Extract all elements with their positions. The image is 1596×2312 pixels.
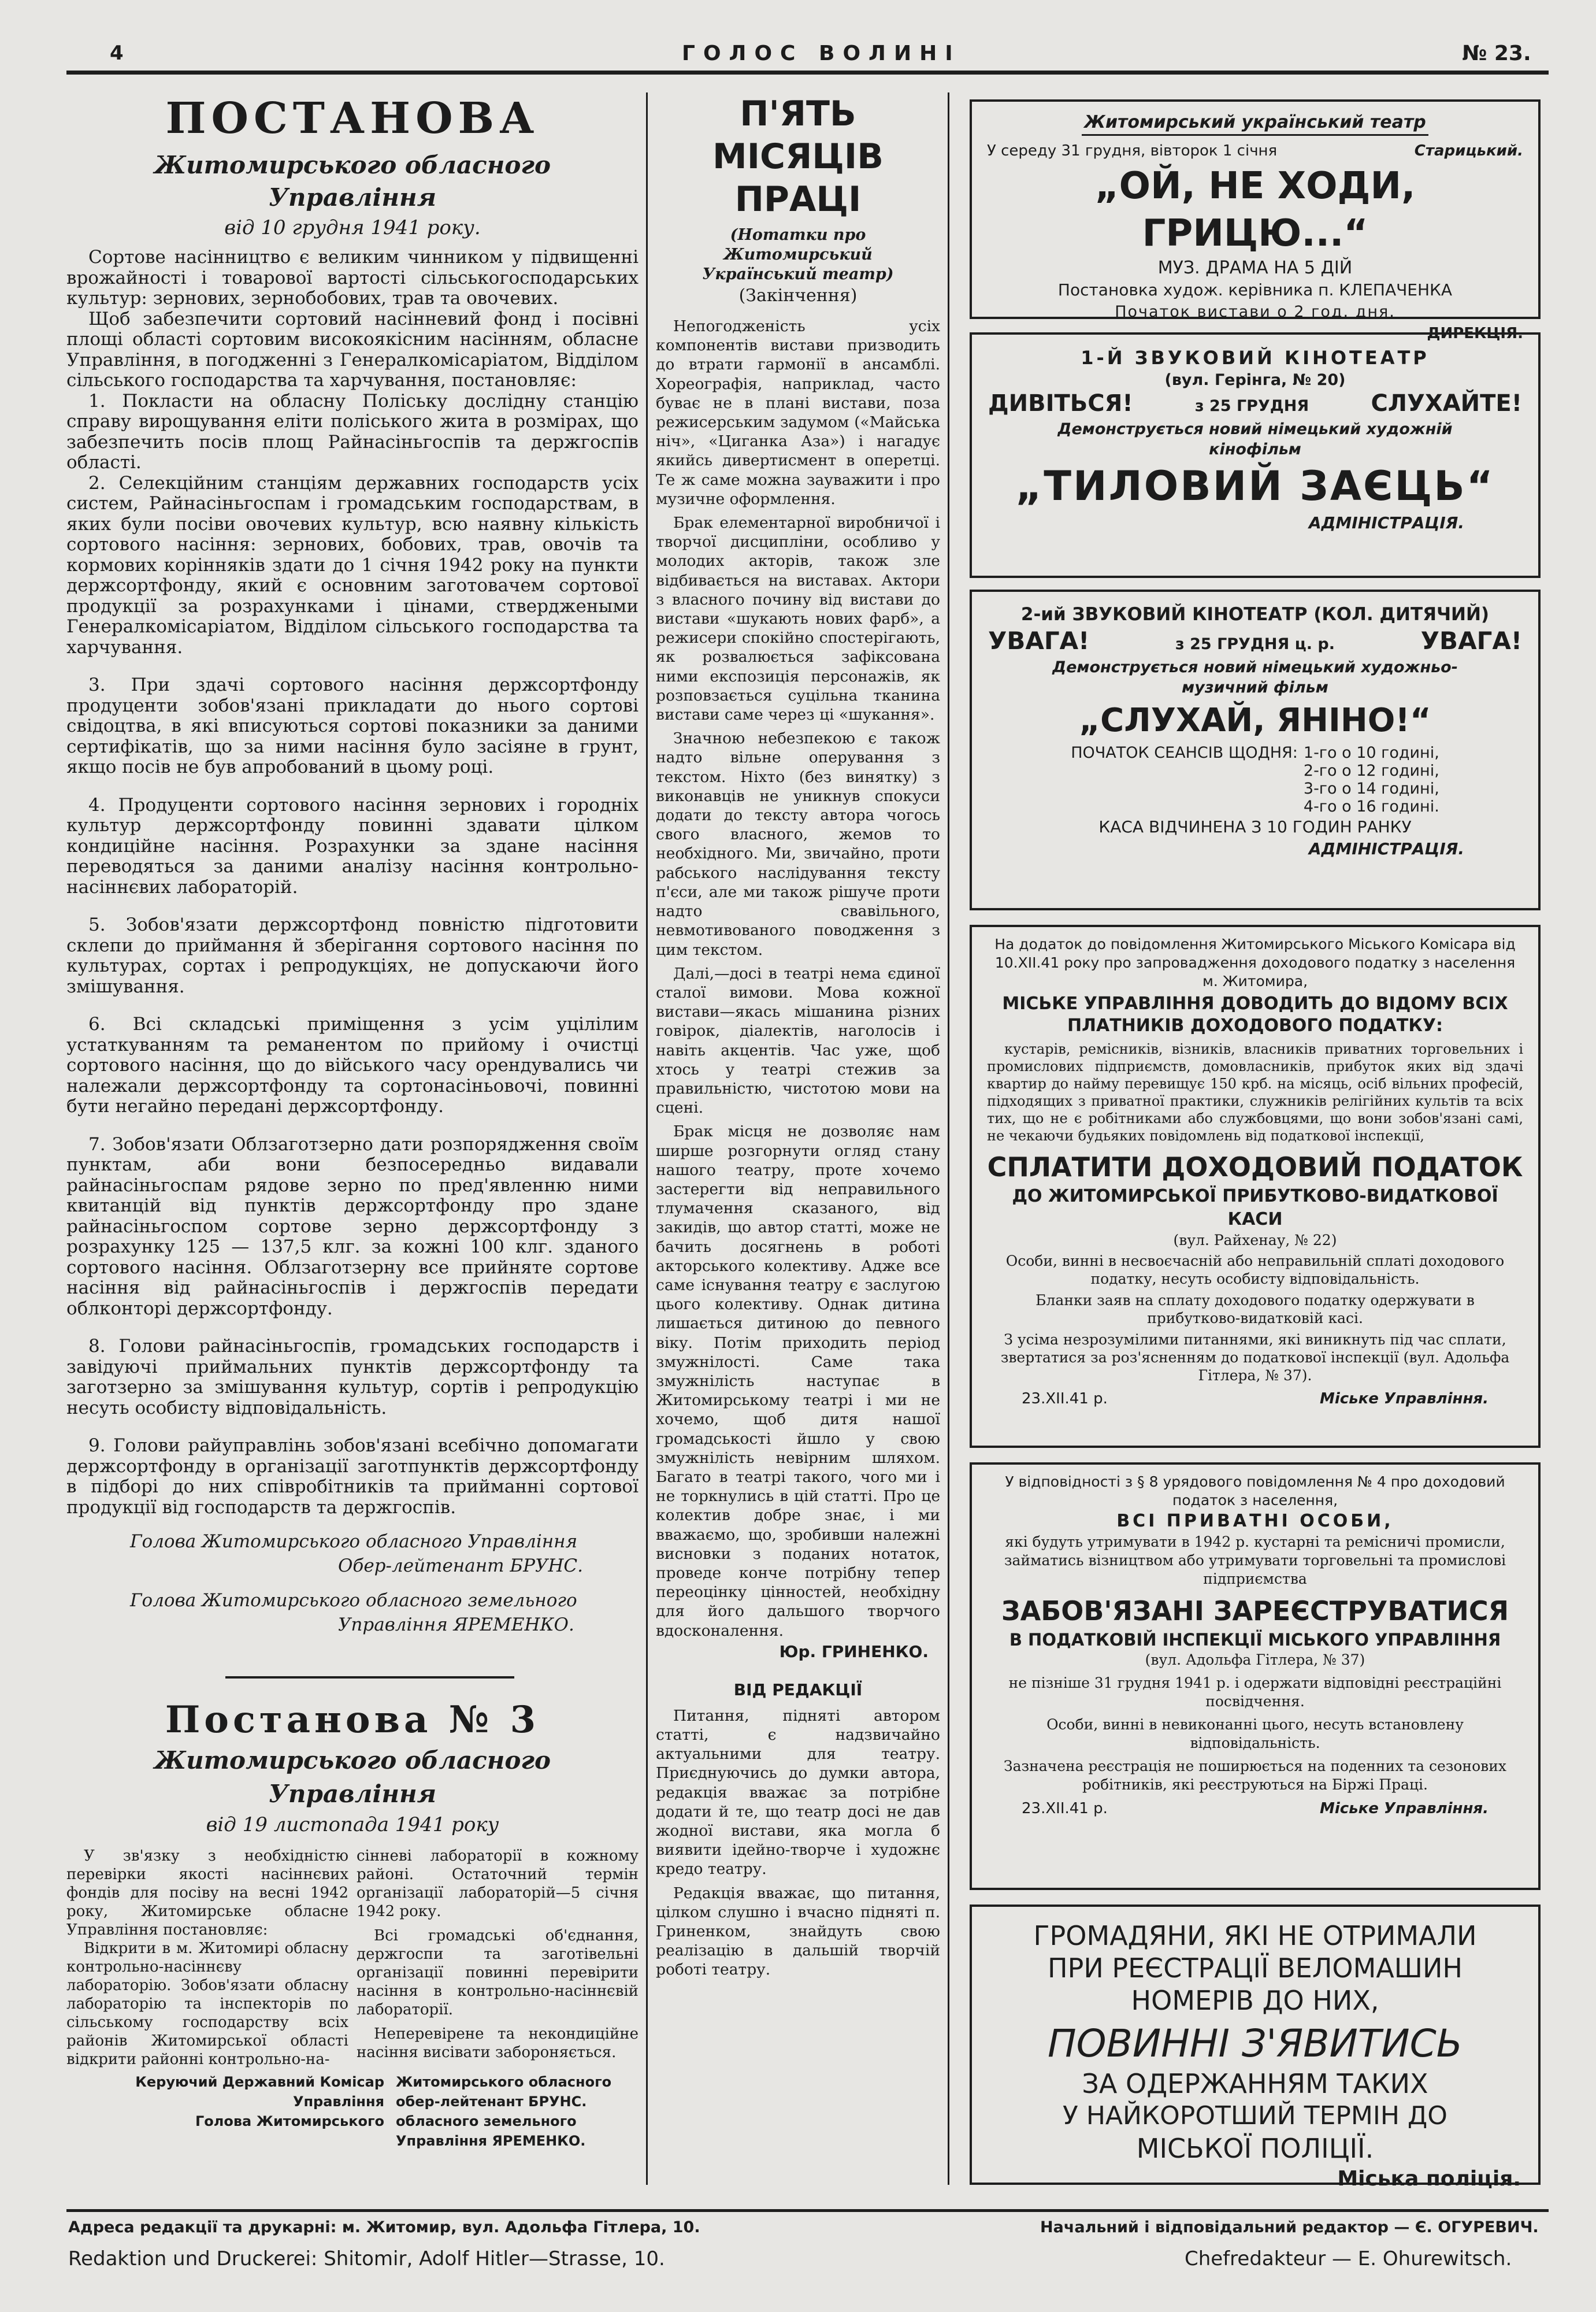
decree-1-paragraph: Сортове насінництво є великим чинником у підвищенні врожайності і товарової вартості сільськогосподарських культур: зернових, зернобобових, трав та овочевих. bbox=[66, 247, 639, 309]
ad-theatre-genre: МУЗ. ДРАМА НА 5 ДІЙ bbox=[1157, 258, 1353, 278]
ad-cinema-2-sessions-label: ПОЧАТОК СЕАНСІВ ЩОДНЯ: bbox=[1071, 744, 1298, 762]
decree-3-right-column bbox=[357, 1847, 639, 2069]
ad-tax-1-address: (вул. Райхенау, № 22) bbox=[1173, 1232, 1337, 1248]
ad-tax-2-intro: У відповідності з § 8 урядового повідомлення № 4 про доходовий податок з населення, bbox=[1005, 1473, 1505, 1509]
footer-address-german: Redaktion und Druckerei: Shitomir, Adolf Hitler—Strasse, 10. bbox=[68, 2247, 665, 2270]
ad-tax-1-note-3: З усіма незрозумілими питаннями, які виникнуть під час сплати, звертатися за роз'ясненням до податкової інспекції (вул. Адольфа Гітлера, № 37). bbox=[1000, 1331, 1510, 1384]
article-title bbox=[656, 92, 940, 221]
ad-cinema-2 bbox=[970, 590, 1541, 910]
ad-police-headline: ПОВИННІ З'ЯВИТИСЬ bbox=[1048, 2021, 1463, 2066]
article-subtitle bbox=[656, 225, 940, 284]
editorial-body bbox=[656, 1706, 940, 1980]
decree-3-signature: обер-лейтенант БРУНС. bbox=[396, 2094, 587, 2110]
page-number: 4 bbox=[110, 42, 124, 65]
footer-editor-ukrainian: Начальний і відповідальний редактор — Є. ОГУРЕВИЧ. bbox=[1040, 2218, 1539, 2236]
ad-cinema-1-left-call: ДИВІТЬСЯ! bbox=[988, 390, 1133, 417]
decree-3-signature: обласного земельного bbox=[396, 2113, 577, 2129]
decree-3-paragraph: Неперевірене та некондиційне насіння висівати забороняється. bbox=[357, 2025, 639, 2061]
ad-tax-1-note-1: Особи, винні в несвоєчасній або неправильній сплаті доходового податку, несуть особисту відповідальність. bbox=[1005, 1253, 1505, 1287]
ad-cinema-1-line-2: кінофільм bbox=[1209, 440, 1301, 458]
decree-1-subtitle: Житомирського обласного Управління bbox=[154, 151, 551, 212]
article-paragraph: Значною небезпекою є також надто вільне оперування з текстом. Ніхто (без винятку) з виконавців не уникнув спокуси додати до тексту автора чогось свого власного, жемов то необхідного. Ми, звичайно, проти рабського наслідування тексту п'єси, але ми також рішуче проти надто свавільного, невмотивованого поводження з цим текстом. bbox=[656, 729, 940, 959]
article-paragraph: Далі,—досі в театрі нема єдиної сталої вимови. Мова кожної вистави—якась мішанина різних говірок, діалектів, наголосів і навіть акцентів. Час уже, щоб хтось у театрі стежив за правильністю, чистотою мови на сцені. bbox=[656, 964, 940, 1117]
ad-cinema-1-name: 1-Й ЗВУКОВИЙ КІНОТЕАТР bbox=[1081, 347, 1430, 369]
ad-cinema-2-line-1: Демонструється новий німецький художньо- bbox=[1052, 658, 1458, 676]
ad-tax-1-intro: На додаток до повідомлення Житомирського Міського Комісара від 10.XII.41 року про запровадження доходового податку з населення м. Житомира, bbox=[994, 936, 1516, 990]
decree-3 bbox=[66, 1696, 639, 2194]
article-paragraph: Брак елементарної виробничої і творчої дисципліни, особливо у молодих акторів, також зле відбивається на виставах. Актори з власного почину від вистави до вистави «шукають нових фарб», а режисери спокійно спостерігають, як розвалюється зафіксована ними експозиція персонажів, як розповзається суцільна тканина вистави саме через ці «шукання». bbox=[656, 514, 940, 724]
editorial-paragraph: Питання, підняті автором статті, є надзвичайно актуальними для театру. Приєднуючись до думки автора, редакція вважає за потрібне додати й те, що театр досі не дав жодної вистави, яка могла б виявити ідейно-творче і художнє кредо театру. bbox=[656, 1706, 940, 1878]
decree-3-signature: Житомирського обласного bbox=[396, 2074, 612, 2090]
editorial-heading: ВІД РЕДАКЦІЇ bbox=[733, 1680, 863, 1699]
decree-1-paragraph: 3. При здачі сортового насіння держсортфонду продуценти зобов'язані прикладати до нього сортові свідоцтва, в які вписуються сортові показники за даними сертифікатів, що за ними насіння було засіяне в грунт, якщо посів не був апробований в цьому році. bbox=[66, 675, 639, 777]
ad-tax-2-body: які будуть утримувати в 1942 р. кустарні та ремісничі промисли, займатись візництвом або утримувати торговельні та промислові підприємства bbox=[1004, 1533, 1506, 1587]
decree-3-left-column bbox=[66, 1847, 348, 2069]
decree-3-signatures bbox=[66, 2072, 639, 2151]
decree-1-paragraph: 9. Голови райуправлінь зобов'язані всебічно допомагати держсортфонду в організації заготпунктів держсортфонду в підборі до них співробітників та прийманні сортової продукції від господарств та держгоспів. bbox=[66, 1435, 639, 1518]
ad-cinema-2-session: 3-го о 14 годині, bbox=[1303, 780, 1439, 798]
decree-3-signature: Управління ЯРЕМЕНКО. bbox=[396, 2133, 586, 2149]
decree-1-paragraph: 1. Покласти на обласну Поліську дослідну станцію справу вирощування еліти поліського жита в розмірах, що забезпечить посів площ Райнасіньгоспів та держгоспів області. bbox=[66, 390, 639, 473]
decree-1-signature-2: Голова Житомирського обласного земельного bbox=[130, 1590, 577, 1611]
ad-tax-2-address: (вул. Адольфа Гітлера, № 37) bbox=[1145, 1651, 1365, 1668]
ad-tax-2-place: В ПОДАТКОВІЙ ІНСПЕКЦІЇ МІСЬКОГО УПРАВЛІННЯ bbox=[1009, 1630, 1501, 1650]
ad-tax-2-date: 23.XII.41 р. bbox=[1022, 1800, 1108, 1817]
decree-3-title: Постанова № 3 bbox=[165, 1698, 540, 1742]
ad-tax-2-sign: Міське Управління. bbox=[1319, 1800, 1489, 1817]
footer-address-ukrainian: Адреса редакції та друкарні: м. Житомир, вул. Адольфа Гітлера, 10. bbox=[68, 2218, 700, 2236]
ad-police-line-3: НОМЕРІВ ДО НИХ, bbox=[1131, 1985, 1379, 2016]
ad-theatre-director: Постановка худож. керівника п. КЛЕПАЧЕНКА bbox=[1057, 280, 1453, 299]
ad-tax-1-note-2: Бланки заяв на сплату доходового податку одержувати в прибутково-видатковій касі. bbox=[1035, 1292, 1475, 1327]
ad-police-line-2: ПРИ РЕЄСТРАЦІЇ ВЕЛОМАШИН bbox=[1048, 1952, 1463, 1984]
ad-theatre-schedule: У середу 31 грудня, вівторок 1 січня bbox=[987, 142, 1278, 160]
article-continuation: (Закінчення) bbox=[738, 286, 858, 306]
ad-police-line-4: ЗА ОДЕРЖАННЯМ ТАКИХ bbox=[1082, 2068, 1428, 2099]
ad-cinema-2-date: з 25 ГРУДНЯ ц. р. bbox=[1175, 635, 1335, 653]
ad-tax-1-body: кустарів, ремісників, візників, власників приватних торговельних і промислових підприємств, домовласників, прибуток яких від здачі квартир до найму перевищує 150 крб. на місяць, осіб вільних професій, підходящих з приватної практики, служників релігійних культів та всіх тих, що не є робітниками або службовцями, що вони зобов'язані самі, не чекаючи будьяких повідомлень від податкової інспекції, bbox=[987, 1041, 1523, 1144]
issue-number: № 23. bbox=[1462, 42, 1531, 65]
ad-cinema-1-film-title: „ТИЛОВИЙ ЗАЄЦЬ“ bbox=[1015, 462, 1495, 510]
decree-3-signature: Керуючий Державний Комісар bbox=[135, 2074, 384, 2090]
ad-tax-2-action: ЗАБОВ'ЯЗАНІ ЗАРЕЄСТРУВАТИСЯ bbox=[1001, 1595, 1509, 1626]
article-title-line-2: ПРАЦІ bbox=[734, 179, 862, 220]
ad-cinema-2-line-2: музичний фільм bbox=[1182, 679, 1328, 696]
ad-tax-2-note-1: не пізніше 31 грудня 1941 р. і одержати відповідні реєстраційні посвідчення. bbox=[1008, 1674, 1502, 1710]
ad-income-tax-payment bbox=[970, 925, 1541, 1448]
decree-1-signatures bbox=[66, 1529, 639, 1637]
newspaper-title: ГОЛОС ВОЛИНІ bbox=[682, 42, 961, 65]
decree-3-subtitle: Житомирського обласного Управління bbox=[154, 1746, 551, 1808]
ad-theatre bbox=[970, 99, 1541, 342]
decree-1-paragraph: Щоб забезпечити сортовий насінневий фонд і посівні площі області сортовим високоякісним насінням, обласне Управління, в погодженні з Генералкомісаріатом, Відділом сільського господарства та харчування, постановляє: bbox=[66, 308, 639, 391]
decree-3-paragraph: У зв'язку з необхідністю перевірки якості насіннєвих фондів для посіву на весні 1942 року, Житомирське обласне Управління постановляє: bbox=[66, 1847, 348, 1939]
ad-cinema-2-film-title: „СЛУХАЙ, ЯНІНО!“ bbox=[1079, 702, 1431, 739]
ad-cinema-2-session: 4-го о 16 годині. bbox=[1303, 798, 1439, 816]
decree-1-signature-1-name: Обер-лейтенант БРУНС. bbox=[338, 1555, 584, 1576]
ad-cinema-2-name: 2-ий ЗВУКОВИЙ КІНОТЕАТР (КОЛ. ДИТЯЧИЙ) bbox=[1020, 604, 1490, 625]
ad-cinema-1-line-1: Демонструється новий німецький художній bbox=[1057, 420, 1453, 438]
ad-cinema-2-session: 1-го о 10 годині, bbox=[1303, 744, 1439, 762]
decree-1-paragraph: 7. Зобов'язати Облзаготзерно дати розпорядження своїм пунктам, аби вони безпосередньо видавали райнасіньгоспам рядове зерно по пред'явленню ними квитанцій від пунктів держсортфонду про здане райнасіньгоспом сортове зерно держсортфонду з розрахунку 125 — 137,5 клг. за кожні 100 клг. зданого сортового нaсіння. Облзаготзерну все прийняте сортове насіння від райнасіньгоспів і держгоспів передати облконторі держсортфонду. bbox=[66, 1133, 639, 1319]
ad-police-line-5: У НАЙКОРОТШИЙ ТЕРМІН ДО bbox=[1063, 2101, 1447, 2131]
decree-1-paragraph: 6. Всі складські приміщення з усім уцілілим устаткуванням та реманентом по прийому і очистці сортового насіння, що до війського часу орендувались чи належали держсортфонду та сортонасіньовочі, повинні бути негайно передані держсортфонду. bbox=[66, 1014, 639, 1117]
footer-editor-german: Chefredakteur — E. Ohurewitsch. bbox=[1185, 2247, 1512, 2270]
ad-tax-1-date: 23.XII.41 р. bbox=[1022, 1390, 1108, 1407]
decree-3-paragraph: Всі громадські об'єднання, держгоспи та заготівельні організації повинні перевірити насіння в контрольно-насіннєвій лабораторії. bbox=[357, 1927, 639, 2018]
decree-1-body bbox=[66, 247, 639, 1518]
theatre-article bbox=[656, 92, 940, 2185]
ad-cinema-2-right-call: УВАГА! bbox=[1420, 627, 1522, 655]
ad-cinema-1-address: (вул. Герінга, № 20) bbox=[1164, 371, 1346, 389]
ad-theatre-start: Початок вистави о 2 год. дня. bbox=[1115, 303, 1395, 321]
ad-theatre-author: Старицький. bbox=[1414, 142, 1523, 160]
article-title-line-1: П'ЯТЬ МІСЯЦІВ bbox=[712, 94, 884, 177]
ad-cinema-1 bbox=[970, 332, 1541, 578]
ad-cinema-2-session: 2-го о 12 годині, bbox=[1303, 762, 1439, 780]
ad-theatre-sign: ДИРЕКЦІЯ. bbox=[1427, 325, 1523, 342]
ad-police-notice bbox=[970, 1905, 1541, 2191]
article-subtitle-line-1: (Нотатки про Житомирський bbox=[723, 226, 873, 264]
ad-police-sign: Міська поліція. bbox=[1337, 2167, 1521, 2191]
decree-separator bbox=[225, 1676, 514, 1679]
ad-cinema-2-cashbox: КАСА ВІДЧИНЕНА З 10 ГОДИН РАНКУ bbox=[1098, 817, 1412, 836]
editorial-paragraph: Редакція вважає, що питання, цілком слушно і вчасно підняті п. Гриненком, знайдуть свою реалізацію в дальшій творчій роботі театру. bbox=[656, 1884, 940, 1979]
ad-police-line-6: МІСЬКОЇ ПОЛІЦІЇ. bbox=[1136, 2133, 1374, 2164]
ad-cinema-1-date: з 25 ГРУДНЯ bbox=[1194, 397, 1309, 415]
ad-cinema-2-sign: АДМІНІСТРАЦІЯ. bbox=[1308, 839, 1464, 858]
article-paragraph: Непогодженість усіх компонентів вистави призводить до втрати гармонії в ансамблі. Хореографія, наприклад, часто буває не в плані вистави, поза режисерським задумом («Майська ніч», «Циганка Аза») і нагадує якийсь дивертисмент в оперетці. Те ж саме можна зауважити і про музичне оформлення. bbox=[656, 317, 940, 508]
ad-tax-2-note-3: Зазначена реєстрація не поширюється на поденних та сезонових робітників, які реєструються на Біржі Праці. bbox=[1004, 1758, 1506, 1793]
footer-rule bbox=[66, 2209, 1549, 2212]
ad-tax-registration bbox=[970, 1462, 1541, 1890]
decree-3-paragraph: сінневі лабораторії в кожному районі. Остаточний термін організації лабораторій—5 січня 1942 року. bbox=[357, 1847, 639, 1920]
decree-1-date: від 10 грудня 1941 року. bbox=[224, 216, 481, 239]
decree-1-signature-2-name: Управління ЯРЕМЕНКО. bbox=[338, 1614, 574, 1635]
ad-tax-2-note-2: Особи, винні в невиконанні цього, несуть встановлену відповідальність. bbox=[1046, 1716, 1464, 1751]
decree-1-signature-1: Голова Житомирського обласного Управління bbox=[130, 1531, 578, 1552]
decree-3-date: від 19 листопада 1941 року bbox=[206, 1813, 499, 1836]
ad-cinema-2-left-call: УВАГА! bbox=[988, 627, 1090, 655]
decree-3-paragraph: Відкрити в м. Житомирі обласну контрольно-насіннєву лабораторію. Зобов'язати обласну лабораторію та інспекторів по сільському господарству всіх районів Житомирської області відкрити районні контрольно-на- bbox=[66, 1940, 348, 2068]
ad-tax-1-headline: МІСЬКЕ УПРАВЛІННЯ ДОВОДИТЬ ДО ВІДОМУ ВСІХ ПЛАТНИКІВ ДОХОДОВОГО ПОДАТКУ: bbox=[1002, 994, 1508, 1036]
ad-tax-1-sign: Міське Управління. bbox=[1319, 1390, 1489, 1407]
decree-1 bbox=[66, 92, 639, 1635]
decree-3-signature: Голова Житомирського bbox=[195, 2113, 384, 2129]
decree-1-paragraph: 4. Продуценти сортового насіння зернових і городніх культур держсортфонду повинні здавати цілком кондиційне насіння. Розрахунки за здане насіння переводяться за даними аналізу насіння контрольно-насіннєвих лабораторій. bbox=[66, 794, 639, 898]
article-subtitle-line-2: Український театр) bbox=[702, 265, 894, 283]
ad-tax-2-headline: ВСІ ПРИВАТНІ ОСОБИ, bbox=[1116, 1511, 1394, 1531]
column-divider-2 bbox=[948, 92, 949, 2185]
decree-1-title: ПОСТАНОВА bbox=[165, 94, 540, 143]
article-body bbox=[656, 317, 940, 1640]
ad-theatre-play-title: „ОЙ, НЕ ХОДИ, ГРИЦЮ...“ bbox=[1094, 165, 1416, 255]
ad-tax-1-cashbox: ДО ЖИТОМИРСЬКОЇ ПРИБУТКОВО-ВИДАТКОВОЇ КАСИ bbox=[1012, 1186, 1498, 1229]
decree-1-paragraph: 5. Зобов'язати держсортфонд повністю підготовити склепи до приймання й зберігання сортового насіння по культурах, сортах і репродукціях, не допускаючи його змішування. bbox=[66, 914, 639, 997]
header-rule bbox=[66, 71, 1549, 75]
ad-theatre-org: Житомирський український театр bbox=[1082, 111, 1428, 136]
decree-3-signature: Управління bbox=[292, 2094, 384, 2110]
decree-1-paragraph: 2. Селекційним станціям державних господарств усіх систем, Райнасіньгоспам і громадським господарствам, в яких були посіви овочевих культур, всю наявну кількість сортового насіння: зернових, бобових, трав, овочів та кормових коріннякiв здати до 1 січня 1942 року на пункти держсортфонду, який є основним заготовачем сортової продукції за розрахунками і цінами, стверджеными Генералкомісаріатом, Відділом сільського господарства та харчування. bbox=[66, 472, 639, 658]
column-divider-1 bbox=[646, 92, 648, 2185]
ad-cinema-1-sign: АДМІНІСТРАЦІЯ. bbox=[1308, 513, 1464, 532]
ad-cinema-1-right-call: СЛУХАЙТЕ! bbox=[1371, 390, 1522, 417]
ad-police-line-1: ГРОМАДЯНИ, ЯКІ НЕ ОТРИМАЛИ bbox=[1033, 1920, 1477, 1951]
ad-tax-1-action: СПЛАТИТИ ДОХОДОВИЙ ПОДАТОК bbox=[987, 1151, 1523, 1183]
decree-1-paragraph: 8. Голови райнасіньгоспів, громадських господарств і завідуючі приймальних пунктів держсортфонду та заготзерно за змішування культур, сортів і репродукцію несуть особисту відповідальність. bbox=[66, 1336, 639, 1418]
article-paragraph: Брак місця не дозволяє нам ширше розгорнути огляд стану нашого театру, проте хочемо застерегти від неправильного тлумачення сказаного, від закидів, що автор статті, може не бачить досягнень в роботі акторського колективу. Адже все саме існування театру є заслугою цього колективу. Однак дитина лишається дитиною до певного віку. Потім приходить період змужнілості. Саме така змужнілість наступає в Житомирському театрі і ми не хочемо, щоб дитя нашої громадськості йшло у свою змужнілість невірним шляхом. Багато в театрі такого, чого ми і не торкнулись в цій статті. Про це колектив добре знає, і ми вважаємо, що, зробивши належні висновки з поданих нотаток, проведе конче потрібну тепер переоцінку цінностей, необхідну для його дальшого творчого вдосконалення. bbox=[656, 1122, 940, 1640]
article-author: Юр. ГРИНЕНКО. bbox=[779, 1642, 929, 1661]
